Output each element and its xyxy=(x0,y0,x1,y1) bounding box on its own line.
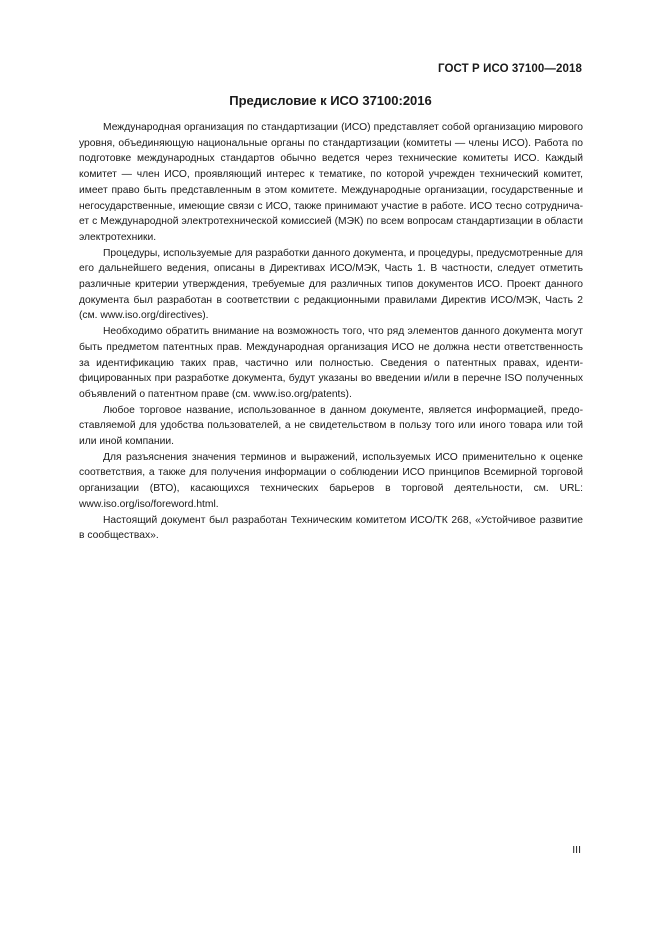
page-title: Предисловие к ИСО 37100:2016 xyxy=(229,93,432,108)
paragraph-trade-names: Любое торговое название, использованное в данном документе, является информацией, предоставляемой для удобства пользователей, а не свидетельством в пользу того или иного товара или той или иной компании. xyxy=(79,404,583,448)
paragraph-committee: Настоящий документ был разработан Техническим комитетом ИСО/ТК 268, «Устойчивое развитие в сообществах». xyxy=(79,514,583,542)
document-code: ГОСТ Р ИСО 37100—2018 xyxy=(437,63,582,75)
paragraph-iso-organization: Международная организация по стандартизации (ИСО) представляет собой организацию мирового уровня, объединяющую национальные органы по стандартизации (комитеты — члены ИСО). Работа по подготовке международных стандартов обычно ведется через технические комитеты ИСО. Каждый комитет — член ИСО, проявляющий интерес к тематике, по которой учрежден технический комитет, имеет право быть представленным в этом комитете. Международные организации, государственные и негосударственные, имеющие связи с ИСО, также принимают участие в работе. ИСО тесно сотрудничает с Международной электротехнической комиссией (МЭК) по всем вопросам стандартизации в области электротехники. xyxy=(79,122,583,243)
page-number: III xyxy=(572,844,581,856)
paragraph-patents: Необходимо обратить внимание на возможность того, что ряд элементов данного документа могут быть предметом патентных прав. Международная организация ИСО не должна нести ответственность за идентификацию таких прав, частично или полностью. Сведения о патентных правах, идентифицированных при разработке документа, будут указаны во введении и/или в перечне ISO полученных объявлений о патентном праве (см. www.iso.org/patents). xyxy=(79,326,583,400)
paragraph-terms: Для разъяснения значения терминов и выражений, используемых ИСО применительно к оценке соответствия, а также для получения информации о соблюдении ИСО принципов Всемирной торговой организации (ВТО), касающихся технических барьеров в торговой деятельности, см. URL: www.iso.org/iso/foreword.html. xyxy=(79,451,583,510)
paragraph-procedures: Процедуры, используемые для разработки данного документа, и процедуры, предусмотренные для его дальнейшего ведения, описаны в Директивах ИСО/МЭК, Часть 1. В частности, следует отметить различные критерии утверждения, требуемые для различных типов документов ИСО. Проект данного документа был разработан в соответствии с редакционными правилами Директив ИСО/МЭК, Часть 2 (см. www.iso.org/directives). xyxy=(79,247,583,322)
foreword-body xyxy=(79,120,583,544)
